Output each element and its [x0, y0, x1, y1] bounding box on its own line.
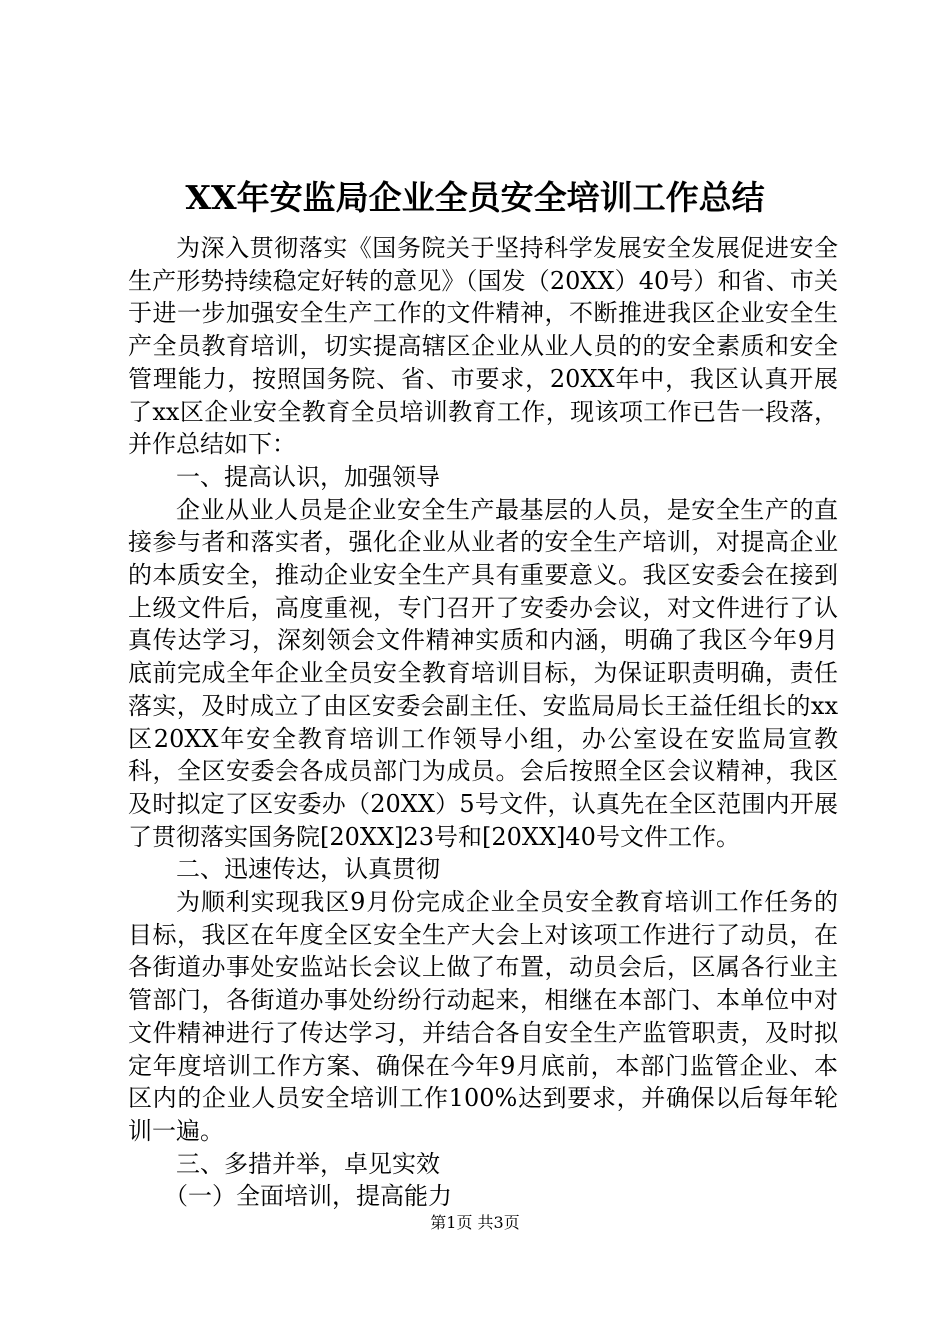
section-heading-3: 三、多措并举，卓见实效: [176, 1149, 440, 1178]
document-title: XX年安监局企业全员安全培训工作总结: [185, 178, 765, 217]
paragraph-section-2: 为顺利实现我区9月份完成企业全员安全教育培训工作任务的目标，我区在年度全区安全生产大会上对该项工作进行了动员，在各街道办事处安监站长会议上做了布置，动员会后，区属各行业主管部门，各街道办事处纷纷行动起来，相继在本部门、本单位中对文件精神进行了传达学习，并结合各自安全生产监管职责，及时拟定年度培训工作方案、确保在今年9月底前，本部门监管企业、本区内的企业人员安全培训工作100%达到要求，并确保以后每年轮训一遍。: [128, 888, 838, 1145]
paragraph-section-1: 企业从业人员是企业安全生产最基层的人员，是安全生产的直接参与者和落实者，强化企业从业者的安全生产培训，对提高企业的本质安全，推动企业安全生产具有重要意义。我区安委会在接到上级文件后，高度重视，专门召开了安委办会议，对文件进行了认真传达学习，深刻领会文件精神实质和内涵，明确了我区今年9月底前完成全年企业全员安全教育培训目标，为保证职责明确，责任落实，及时成立了由区安委会副主任、安监局局长王益任组长的xx区20XX年安全教育培训工作领导小组，办公室设在安监局宣教科，全区安委会各成员部门为成员。会后按照全区会议精神，我区及时拟定了区安委办（20XX）5号文件，认真先在全区范围内开展了贯彻落实国务院[20XX]23号和[20XX]40号文件工作。: [128, 495, 838, 851]
page-number-footer: 第1页 共3页: [430, 1213, 520, 1232]
subsection-heading-3-1: （一）全面培训，提高能力: [164, 1182, 452, 1211]
paragraph-intro: 为深入贯彻落实《国务院关于坚持科学发展安全发展促进安全生产形势持续稳定好转的意见》（国发（20XX）40号）和省、市关于进一步加强安全生产工作的文件精神，不断推进我区企业安全生产全员教育培训，切实提高辖区企业从业人员的的安全素质和安全管理能力，按照国务院、省、市要求，20XX年中，我区认真开展了xx区企业安全教育全员培训教育工作，现该项工作已告一段落，并作总结如下：: [128, 234, 838, 459]
section-heading-1: 一、提高认识，加强领导: [176, 462, 440, 491]
document-body: [128, 232, 838, 1213]
section-heading-2: 二、迅速传达，认真贯彻: [176, 855, 440, 884]
